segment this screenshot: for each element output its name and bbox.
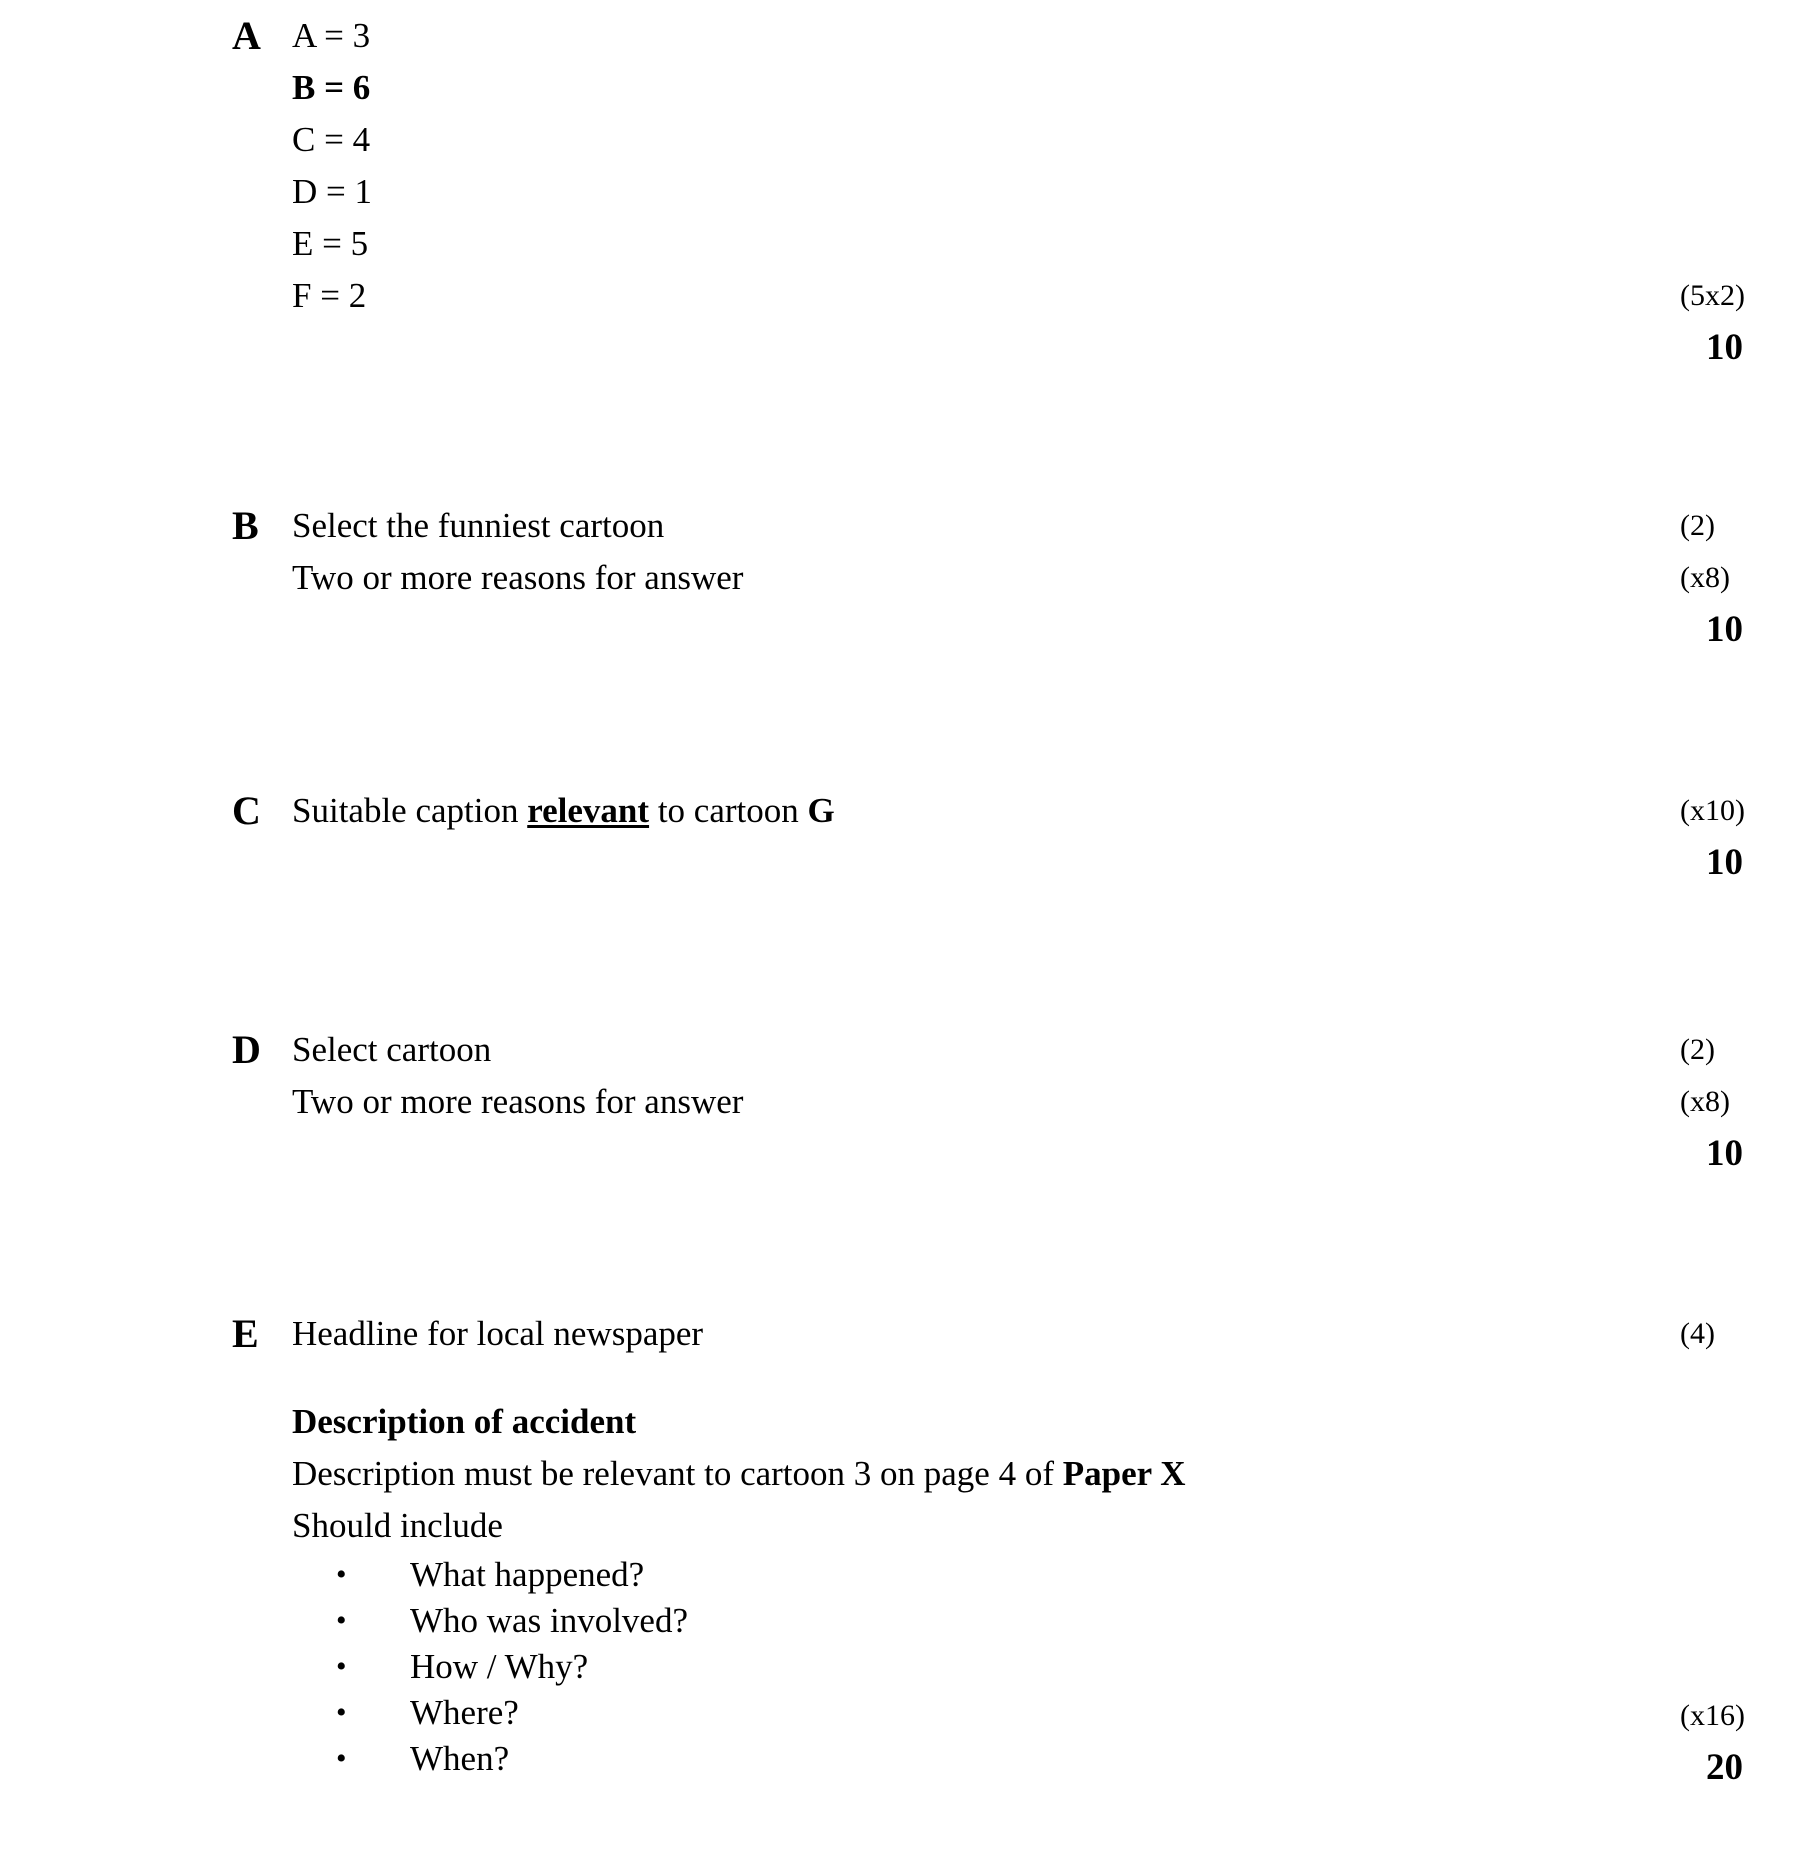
section-d-marks xyxy=(1638,1024,1818,1180)
list-item-label: Who was involved? xyxy=(410,1601,688,1640)
section-letter-c: C xyxy=(232,788,261,833)
mark-allocation: (2) xyxy=(1680,509,1715,542)
answer-line-b: B = 6 xyxy=(292,68,371,107)
section-letter-b: B xyxy=(232,503,259,548)
criterion-line: Two or more reasons for answer xyxy=(292,1082,744,1121)
section-total: 10 xyxy=(1706,842,1743,883)
requirements-list xyxy=(292,1552,1638,1782)
section-e-marks-tail xyxy=(1680,1360,1818,1794)
section-total: 10 xyxy=(1706,609,1743,650)
answer-line-c: C = 4 xyxy=(292,120,371,159)
list-item xyxy=(292,1598,1638,1644)
answer-line-e: E = 5 xyxy=(292,224,369,263)
list-item xyxy=(292,1690,1638,1736)
criterion-line: Two or more reasons for answer xyxy=(292,558,744,597)
section-a-marks xyxy=(1638,10,1818,374)
section-letter-e: E xyxy=(232,1311,259,1356)
criterion-prefix: Suitable caption xyxy=(292,791,528,830)
section-e-body xyxy=(292,1308,1638,1794)
section-e-marks xyxy=(1638,1308,1818,1794)
bullet-icon: • xyxy=(336,1650,347,1683)
section-c xyxy=(0,785,1818,889)
section-b-marks xyxy=(1638,500,1818,656)
section-d-body xyxy=(292,1024,1638,1180)
section-total: 10 xyxy=(1706,327,1743,368)
mark-allocation: (x16) xyxy=(1680,1699,1745,1732)
section-c-marks xyxy=(1638,785,1818,889)
list-item xyxy=(292,1644,1638,1690)
answer-line-a: A = 3 xyxy=(292,16,371,55)
description-block xyxy=(292,1396,1638,1782)
mark-allocation: (x8) xyxy=(1680,1085,1730,1118)
paper-reference: Paper X xyxy=(1062,1454,1186,1493)
criterion-line: Select the funniest cartoon xyxy=(292,506,665,545)
mark-allocation: (5x2) xyxy=(1680,279,1745,312)
section-d xyxy=(0,1024,1818,1180)
section-b-body xyxy=(292,500,1638,656)
list-item-label: What happened? xyxy=(410,1555,645,1594)
headline-criterion: Headline for local newspaper xyxy=(292,1314,704,1353)
section-letter-a: A xyxy=(232,13,261,58)
should-include-label: Should include xyxy=(292,1506,503,1545)
mark-allocation: (x8) xyxy=(1680,561,1730,594)
description-title: Description of accident xyxy=(292,1402,637,1441)
section-e xyxy=(0,1308,1818,1794)
section-a xyxy=(0,10,1818,374)
section-a-body xyxy=(292,10,1638,374)
cartoon-reference: G xyxy=(807,791,835,830)
bullet-icon: • xyxy=(336,1696,347,1729)
section-total: 20 xyxy=(1706,1747,1743,1788)
bullet-icon: • xyxy=(336,1558,347,1591)
mark-allocation: (2) xyxy=(1680,1033,1715,1066)
section-b xyxy=(0,500,1818,656)
document-page xyxy=(0,10,1818,1863)
list-item-label: When? xyxy=(410,1739,510,1778)
list-item xyxy=(292,1736,1638,1782)
section-c-body xyxy=(292,785,1638,889)
mark-allocation: (4) xyxy=(1680,1317,1715,1350)
answer-line-d: D = 1 xyxy=(292,172,373,211)
list-item xyxy=(292,1552,1638,1598)
bullet-icon: • xyxy=(336,1604,347,1637)
mark-allocation: (x10) xyxy=(1680,794,1745,827)
criterion-line: Select cartoon xyxy=(292,1030,492,1069)
section-total: 10 xyxy=(1706,1133,1743,1174)
list-item-label: Where? xyxy=(410,1693,519,1732)
section-letter-d: D xyxy=(232,1027,261,1072)
bullet-icon: • xyxy=(336,1742,347,1775)
criterion-middle: to cartoon xyxy=(649,791,808,830)
description-text: Description must be relevant to cartoon 3 on page 4 of xyxy=(292,1454,1063,1493)
list-item-label: How / Why? xyxy=(410,1647,589,1686)
answer-line-f: F = 2 xyxy=(292,276,367,315)
criterion-emphasis: relevant xyxy=(527,791,650,830)
